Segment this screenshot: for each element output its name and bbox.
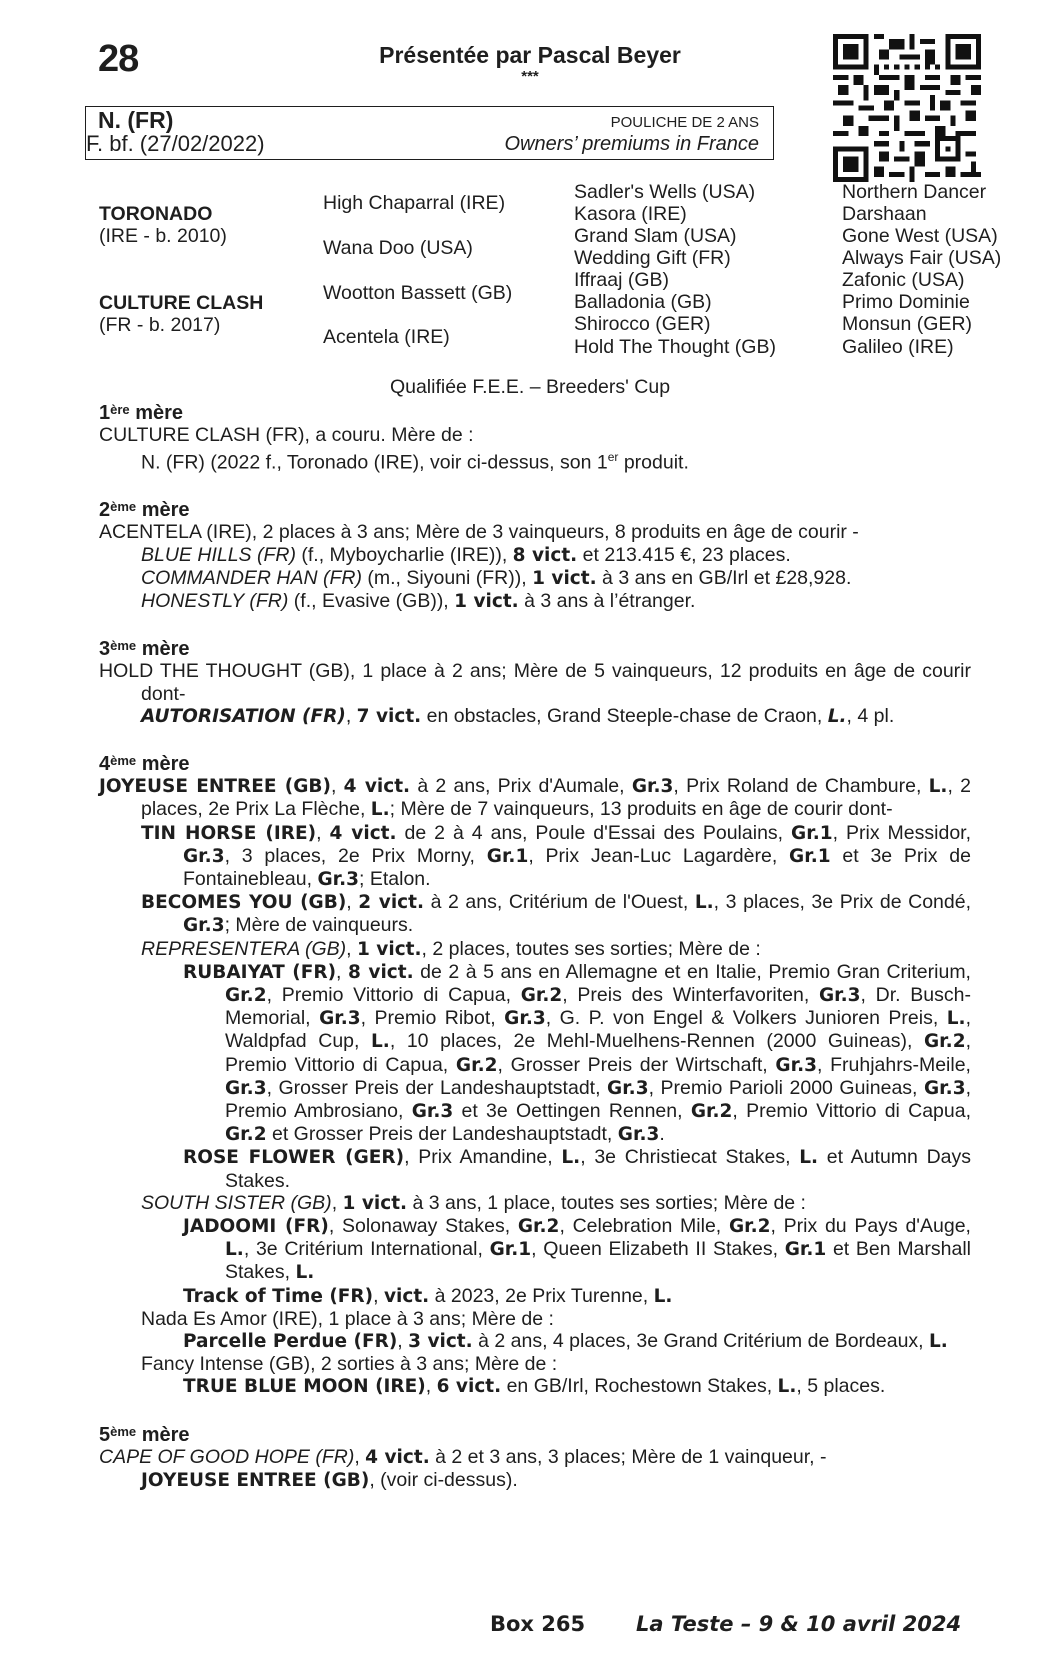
footer-event: La Teste – 9 & 10 avril 2024 <box>636 1612 962 1636</box>
section-heading-3eme-mere: 3ème mère <box>99 638 190 661</box>
pedigree-great-grandparent: Iffraaj (GB) <box>574 269 669 291</box>
family-record <box>99 399 971 1492</box>
qr-code-icon[interactable] <box>833 34 981 182</box>
pedigree-great-great-grandparent: Northern Dancer <box>842 181 987 203</box>
produce-line: AUTORISATION (FR), 7 vict. en obstacles, Grand Steeple-chase de Craon, L., 4 pl. <box>141 704 895 727</box>
qualification-note: Qualifiée F.E.E. – Breeders' Cup <box>389 376 671 398</box>
pedigree-great-grandparent: Hold The Thought (GB) <box>574 336 776 358</box>
owners-premiums: Owners’ premiums in France <box>504 133 759 155</box>
produce-line: BLUE HILLS (FR) (f., Myboycharlie (IRE)), 8 vict. et 213.415 €, 23 places. <box>141 543 791 566</box>
pedigree-great-great-grandparent: Zafonic (USA) <box>842 269 965 291</box>
pedigree-great-great-grandparent: Galileo (IRE) <box>842 336 954 358</box>
pedigree-great-great-grandparent: Monsun (GER) <box>842 313 973 335</box>
produce-line: JADOOMI (FR), Solonaway Stakes, Gr.2, Celebration Mile, Gr.2, Prix du Pays d'Auge, L., 3e Critérium International, Gr.1, Queen Elizabeth II Stakes, Gr.1 et Ben Marshall Stakes, L. <box>183 1215 972 1284</box>
produce-line: Nada Es Amor (IRE), 1 place à 3 ans; Mère de : <box>141 1307 554 1330</box>
pedigree-great-great-grandparent: Gone West (USA) <box>842 225 998 247</box>
pedigree-sire-name: TORONADO <box>99 203 213 225</box>
produce-line: Parcelle Perdue (FR), 3 vict. à 2 ans, 4 places, 3e Grand Critérium de Bordeaux, L. <box>183 1330 948 1353</box>
presenter-title: Présentée par Pascal Beyer <box>379 42 681 68</box>
dam-line: JOYEUSE ENTREE (GB), 4 vict. à 2 ans, Prix d'Aumale, Gr.3, Prix Roland de Chambure, L., 2 places, 2e Prix La Flèche, L.; Mère de 7 vainqueurs, 13 produits en âge de courir dont- <box>99 775 971 821</box>
produce-line: JOYEUSE ENTREE (GB), (voir ci-dessus). <box>141 1469 518 1492</box>
pedigree-grandparent: Acentela (IRE) <box>323 326 450 348</box>
pedigree-dam-detail: (FR - b. 2017) <box>99 314 221 336</box>
section-heading-5eme-mere: 5ème mère <box>99 1423 190 1446</box>
pedigree-great-great-grandparent: Always Fair (USA) <box>842 247 1002 269</box>
produce-line: BECOMES YOU (GB), 2 vict. à 2 ans, Critérium de l'Ouest, L., 3 places, 3e Prix de Condé, Gr.3; Mère de vainqueurs. <box>141 891 971 937</box>
section-heading-2eme-mere: 2ème mère <box>99 499 190 522</box>
stars-decoration: *** <box>521 68 539 85</box>
section-heading-1ere-mere: 1ère mère <box>99 402 184 424</box>
footer-box-number: Box 265 <box>490 1612 586 1636</box>
pedigree-great-grandparent: Grand Slam (USA) <box>574 225 737 247</box>
produce-line: TIN HORSE (IRE), 4 vict. de 2 à 4 ans, Poule d'Essai des Poulains, Gr.1, Prix Messidor, Gr.3, 3 places, 2e Prix Morny, Gr.1, Prix Jean-Luc Lagardère, Gr.1 et 3e Prix de Fontainebleau, Gr.3; Etalon. <box>141 821 971 890</box>
produce-line: Track of Time (FR), vict. à 2023, 2e Prix Turenne, L. <box>183 1284 673 1307</box>
produce-line: REPRESENTERA (GB), 1 vict., 2 places, toutes ses sorties; Mère de : <box>141 937 761 960</box>
dam-line: CULTURE CLASH (FR), a couru. Mère de : <box>99 424 474 447</box>
produce-line: SOUTH SISTER (GB), 1 vict. à 3 ans, 1 place, toutes ses sorties; Mère de : <box>141 1191 806 1214</box>
horse-category: POULICHE DE 2 ANS <box>610 114 759 131</box>
pedigree-dam-name: CULTURE CLASH <box>99 292 264 314</box>
produce-line: Fancy Intense (GB), 2 sorties à 3 ans; Mère de : <box>141 1353 558 1376</box>
pedigree-great-great-grandparent: Darshaan <box>842 203 927 225</box>
dam-line: HOLD THE THOUGHT (GB), 1 place à 2 ans; Mère de 5 vainqueurs, 12 produits en âge de courir dont- <box>99 660 971 705</box>
produce-line: ROSE FLOWER (GER), Prix Amandine, L., 3e Christiecat Stakes, L. et Autumn Days Stakes. <box>183 1146 972 1192</box>
dam-line: ACENTELA (IRE), 2 places à 3 ans; Mère de 3 vainqueurs, 8 produits en âge de courir - <box>99 521 859 544</box>
produce-line: HONESTLY (FR) (f., Evasive (GB)), 1 vict. à 3 ans à l’étranger. <box>141 589 696 612</box>
pedigree-great-grandparent: Kasora (IRE) <box>574 203 687 225</box>
pedigree-grandparent: High Chaparral (IRE) <box>323 192 506 214</box>
produce-line: N. (FR) (2022 f., Toronado (IRE), voir ci-dessus, son 1er produit. <box>141 450 689 474</box>
pedigree-great-grandparent: Balladonia (GB) <box>574 291 712 313</box>
pedigree-sire-detail: (IRE - b. 2010) <box>99 225 227 247</box>
pedigree-great-grandparent: Wedding Gift (FR) <box>574 247 731 269</box>
produce-line: COMMANDER HAN (FR) (m., Siyouni (FR)), 1 vict. à 3 ans en GB/Irl et £28,928. <box>141 566 852 589</box>
produce-line: TRUE BLUE MOON (IRE), 6 vict. en GB/Irl, Rochestown Stakes, L., 5 places. <box>183 1375 886 1398</box>
pedigree-great-grandparent: Shirocco (GER) <box>574 313 711 335</box>
horse-identity-box <box>85 106 774 160</box>
horse-description: F. bf. (27/02/2022) <box>86 131 265 156</box>
pedigree-grandparent: Wootton Bassett (GB) <box>323 282 513 304</box>
dam-line: CAPE OF GOOD HOPE (FR), 4 vict. à 2 et 3 ans, 3 places; Mère de 1 vainqueur, - <box>99 1445 827 1468</box>
pedigree-great-grandparent: Sadler's Wells (USA) <box>574 181 756 203</box>
pedigree-grandparent: Wana Doo (USA) <box>323 237 473 259</box>
produce-line: RUBAIYAT (FR), 8 vict. de 2 à 5 ans en Allemagne et en Italie, Premio Gran Criterium, Gr.2, Premio Vittorio di Capua, Gr.2, Preis des Winterfavoriten, Gr.3, Dr. Busch-Memorial, Gr.3, Premio Ribot, Gr.3, G. P. von Engel & Volkers Junioren Preis, L., Waldpfad Cup, L., 10 places, 2e Mehl-Muelhens-Rennen (2000 Guineas), Gr.2, Premio Vittorio di Capua, Gr.2, Grosser Preis der Wirtschaft, Gr.3, Fruhjahrs-Meile, Gr.3, Grosser Preis der Landeshauptstadt, Gr.3, Premio Parioli 2000 Guineas, Gr.3, Premio Ambrosiano, Gr.3 et 3e Oettingen Rennen, Gr.2, Premio Vittorio di Capua, Gr.2 et Grosser Preis der Landeshauptstadt, Gr.3. <box>183 960 972 1146</box>
section-heading-4eme-mere: 4ème mère <box>99 752 190 775</box>
lot-number: 28 <box>98 38 139 80</box>
pedigree-great-great-grandparent: Primo Dominie <box>842 291 970 313</box>
horse-name: N. (FR) <box>98 107 174 133</box>
